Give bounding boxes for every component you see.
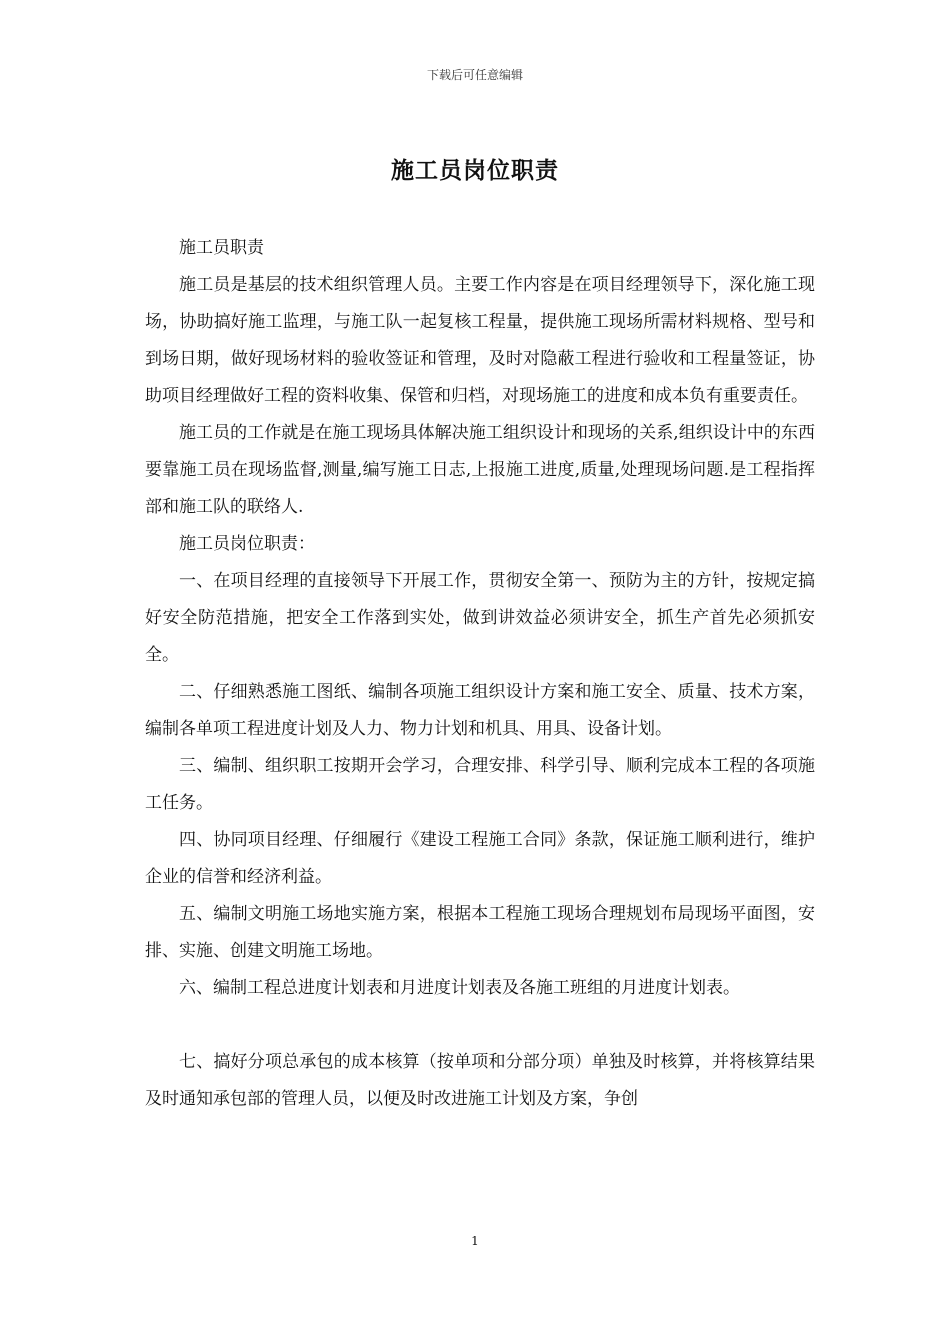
duty-item-5: 五、编制文明施工场地实施方案，根据本工程施工现场合理规划布局现场平面图，安排、实施、创建文明施工场地。 — [145, 904, 815, 961]
duty-item-7: 七、搞好分项总承包的成本核算（按单项和分部分项）单独及时核算，并将核算结果及时通知承包部的管理人员，以便及时改进施工计划及方案，争创 — [145, 1052, 815, 1109]
paragraph-definition: 施工员是基层的技术组织管理人员。主要工作内容是在项目经理领导下，深化施工现场，协助搞好施工监理，与施工队一起复核工程量，提供施工现场所需材料规格、型号和到场日期，做好现场材料的验收签证和管理，及时对隐蔽工程进行验收和工程量签证，协助项目经理做好工程的资料收集、保管和归档，对现场施工的进度和成本负有重要责任。 — [145, 275, 815, 406]
page-number: 1 — [471, 1234, 479, 1248]
duty-item-1: 一、在项目经理的直接领导下开展工作，贯彻安全第一、预防为主的方针，按规定搞好安全防范措施，把安全工作落到实处，做到讲效益必须讲安全，抓生产首先必须抓安全。 — [145, 571, 815, 665]
paragraph-duties-heading: 施工员岗位职责： — [179, 534, 315, 554]
duty-item-4: 四、协同项目经理、仔细履行《建设工程施工合同》条款，保证施工顺利进行，维护企业的信誉和经济利益。 — [145, 830, 815, 887]
duty-item-2: 二、仔细熟悉施工图纸、编制各项施工组织设计方案和施工安全、质量、技术方案，编制各单项工程进度计划及人力、物力计划和机具、用具、设备计划。 — [145, 682, 815, 739]
page-title: 施工员岗位职责 — [391, 157, 559, 184]
duty-item-6: 六、编制工程总进度计划表和月进度计划表及各施工班组的月进度计划表。 — [179, 978, 740, 998]
paragraph-role: 施工员的工作就是在施工现场具体解决施工组织设计和现场的关系,组织设计中的东西要靠施工员在现场监督,测量,编写施工日志,上报施工进度,质量,处理现场问题.是工程指挥部和施工队的联络人. — [145, 423, 815, 517]
duty-item-3: 三、编制、组织职工按期开会学习，合理安排、科学引导、顺利完成本工程的各项施工任务。 — [145, 756, 815, 813]
paragraph-section-heading: 施工员职责 — [179, 238, 264, 258]
header-note: 下载后可任意编辑 — [426, 68, 523, 82]
document-body — [145, 230, 815, 1118]
